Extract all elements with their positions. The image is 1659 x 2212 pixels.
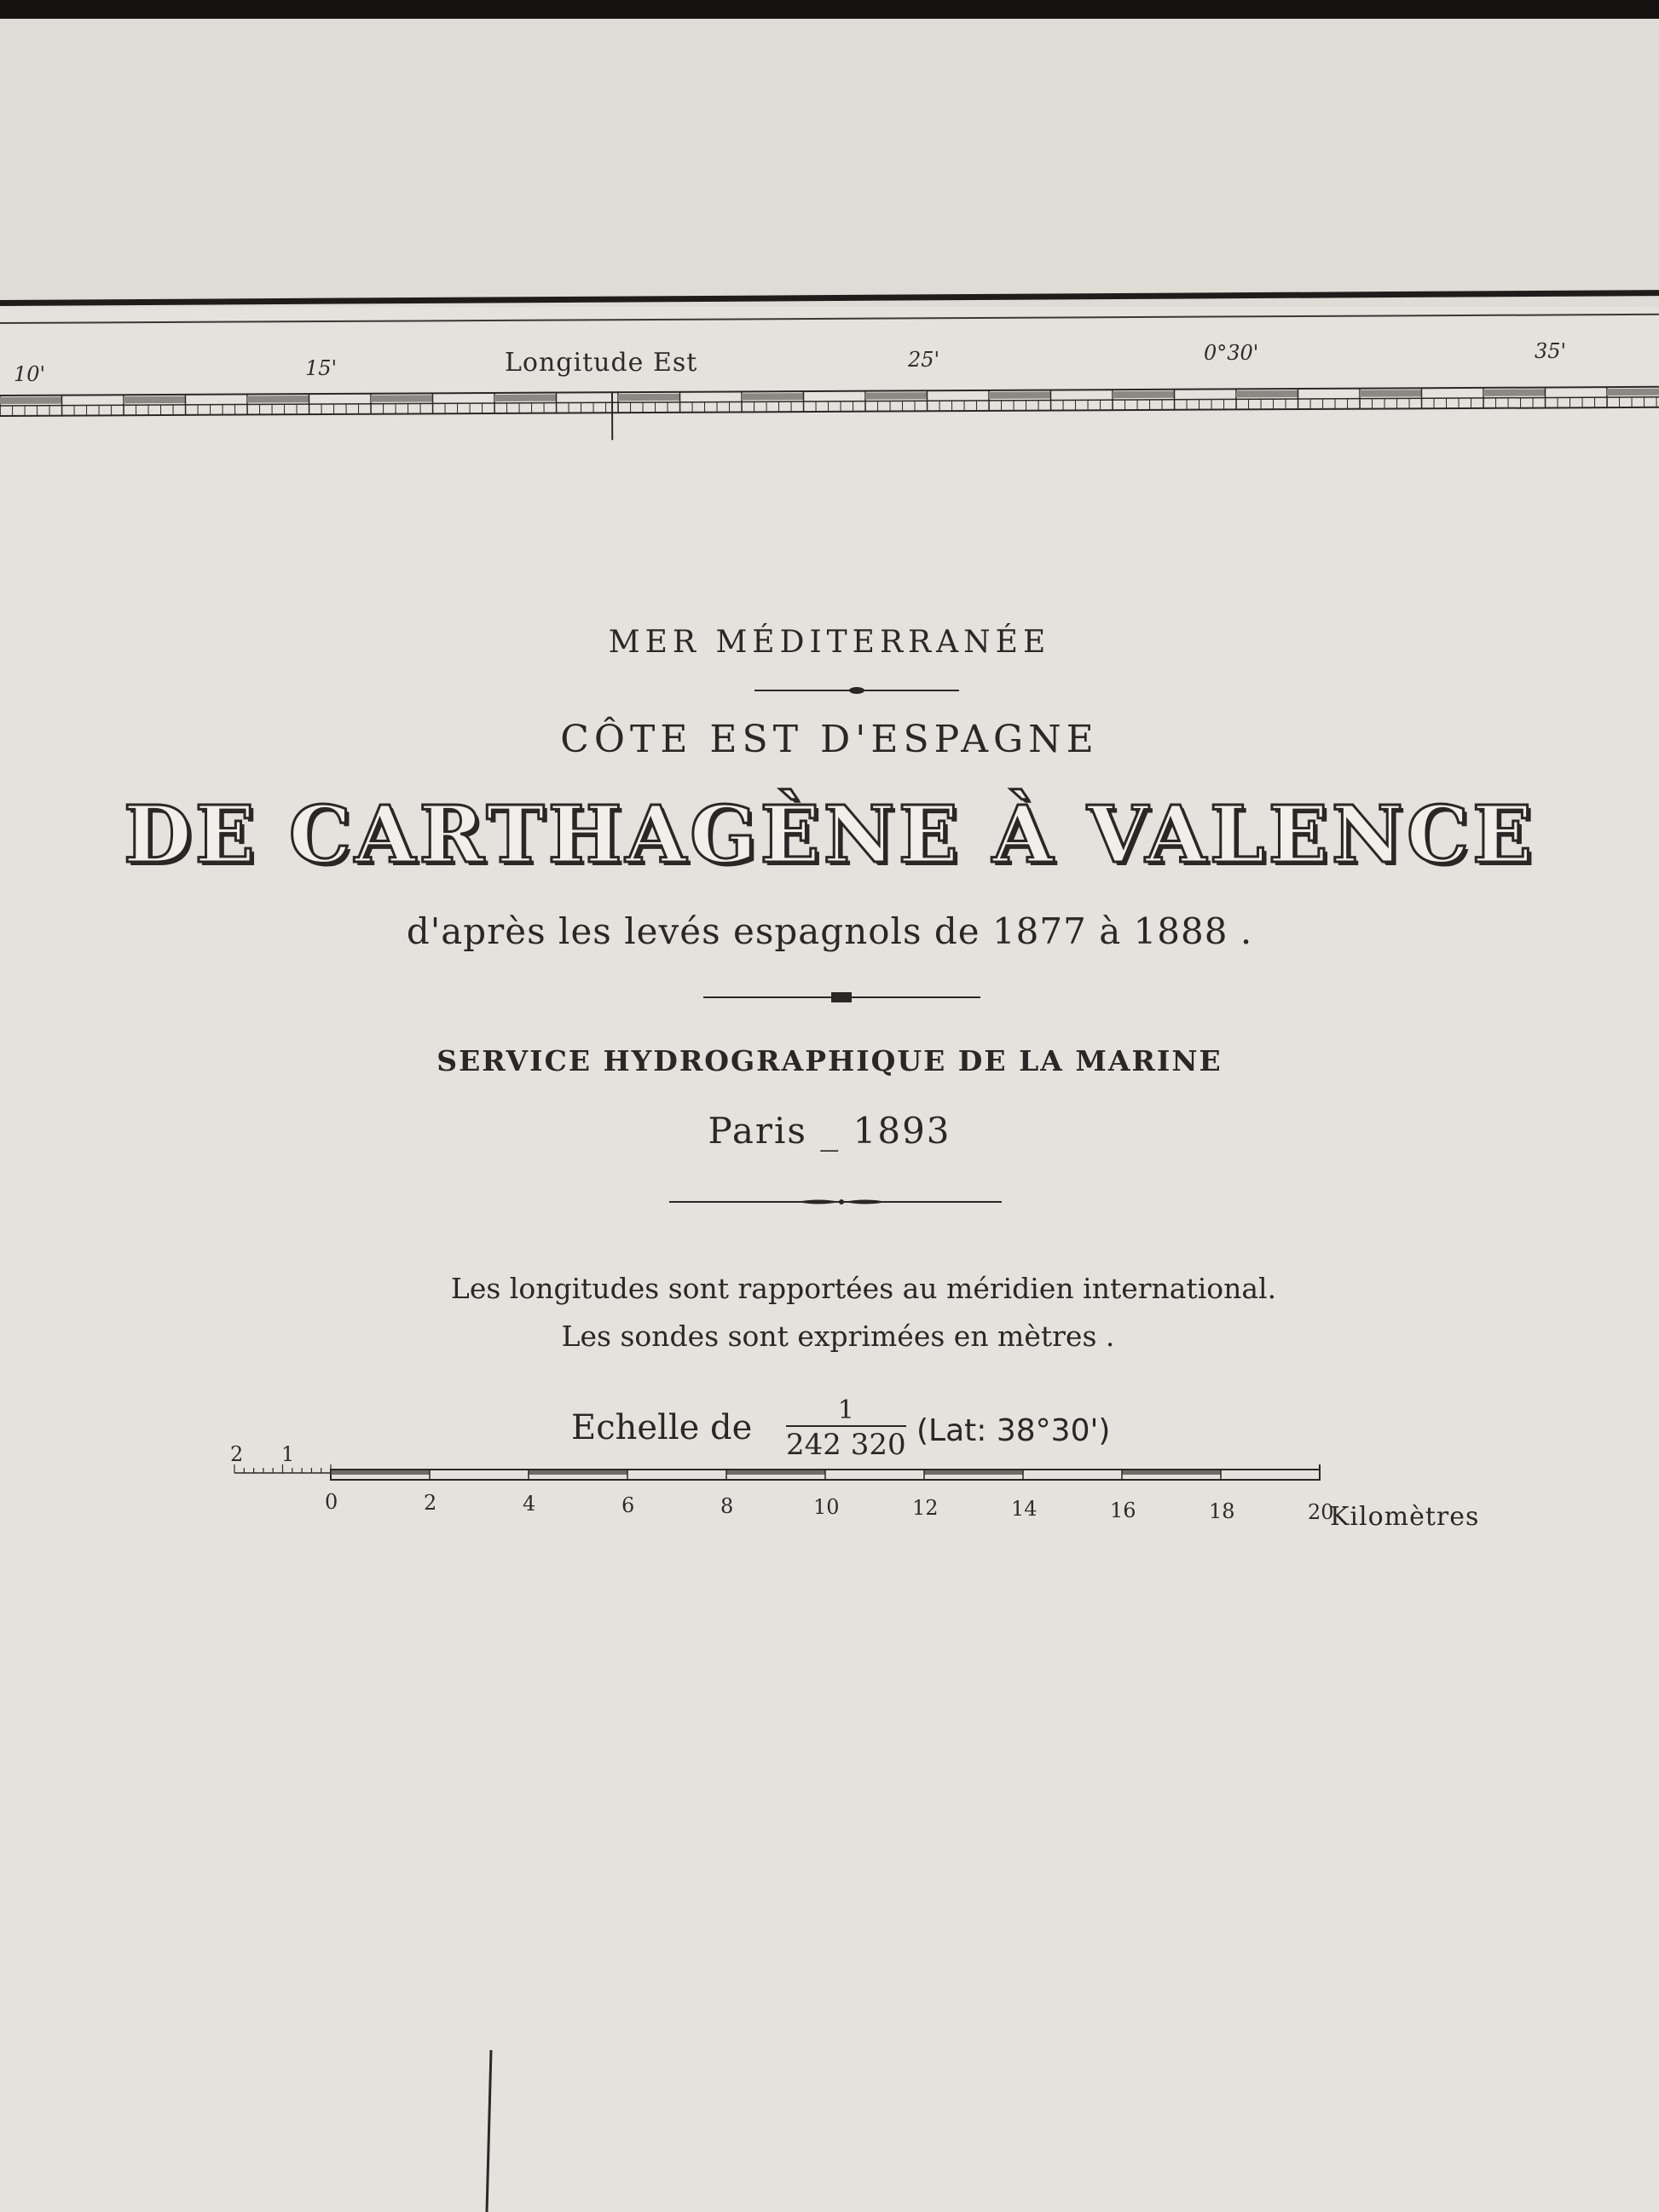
- scale-fraction: [786, 1395, 906, 1462]
- longitude-label-35: 35': [1535, 339, 1567, 363]
- note-soundings: Les sondes sont exprimées en mètres .: [561, 1320, 1115, 1353]
- place-date: Paris _ 1893: [708, 1110, 951, 1152]
- longitude-label-30: 0°30': [1204, 341, 1259, 365]
- longitude-label-25: 25': [908, 348, 940, 372]
- chart-title: DE CARTHAGÈNE À VALENCE: [123, 788, 1536, 881]
- scale-latitude: (Lat: 38°30'): [916, 1413, 1111, 1448]
- chart-sheet: [0, 307, 1659, 2212]
- divider-ornament-1: [754, 682, 959, 699]
- frame-shadow: [0, 0, 1659, 19]
- scale-tick-6: 6: [621, 1493, 635, 1517]
- longitude-label-10: 10': [14, 362, 46, 386]
- scale-tick-0: 0: [325, 1490, 338, 1514]
- note-longitudes: Les longitudes sont rapportées au méridien international.: [450, 1272, 1277, 1305]
- scale-tick-14: 14: [1011, 1497, 1038, 1522]
- scale-numerator: 1: [786, 1398, 906, 1427]
- longitude-graduation-strip: [0, 373, 1659, 442]
- divider-ornament-2: [703, 989, 980, 1006]
- scale-unit: Kilomètres: [1330, 1502, 1480, 1532]
- publisher: SERVICE HYDROGRAPHIQUE DE LA MARINE: [436, 1044, 1223, 1077]
- scale-left-tick-2: 2: [230, 1442, 244, 1466]
- scale-left-tick-1: 1: [281, 1442, 295, 1466]
- outer-margin: [0, 19, 1659, 309]
- scale-tick-16: 16: [1110, 1498, 1136, 1522]
- scale-tick-4: 4: [523, 1492, 536, 1516]
- scale-tick-8: 8: [720, 1493, 734, 1518]
- longitude-label-15: 15': [305, 356, 338, 380]
- longitude-title: Longitude Est: [505, 348, 698, 378]
- scale-label: Echelle de: [571, 1408, 753, 1447]
- scale-tick-10: 10: [813, 1495, 840, 1519]
- sea-name: MER MÉDITERRANÉE: [608, 625, 1051, 660]
- scale-bar: [230, 1464, 1330, 1499]
- scale-tick-18: 18: [1209, 1499, 1235, 1523]
- coast-name: CÔTE EST D'ESPAGNE: [560, 718, 1099, 761]
- scale-denominator: 242 320: [786, 1428, 906, 1462]
- scale-tick-2: 2: [424, 1491, 437, 1516]
- scale-tick-20: 20: [1308, 1500, 1334, 1524]
- scale-tick-12: 12: [912, 1496, 939, 1521]
- divider-ornament-3: [669, 1193, 1002, 1210]
- chart-subtitle: d'après les levés espagnols de 1877 à 1888 .: [406, 910, 1253, 952]
